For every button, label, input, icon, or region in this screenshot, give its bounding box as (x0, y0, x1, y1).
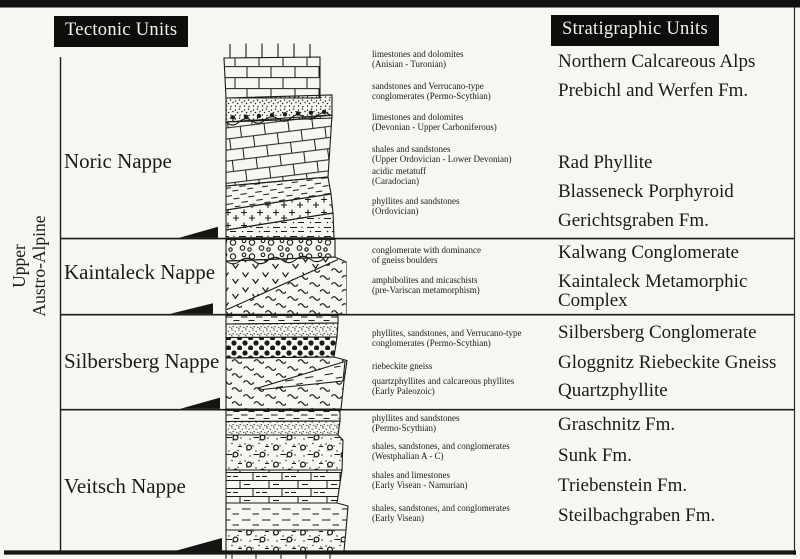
description-line: (Devonian - Upper Carboniferous) (372, 121, 497, 132)
description-line: limestones and dolomites (372, 49, 464, 59)
strat-unit-label-prebichl-werfen: Prebichl and Werfen Fm. (558, 80, 749, 101)
strat-unit-label-blasseneck-porphyroid: Blasseneck Porphyroid (558, 181, 734, 202)
description-line: (Westphalian A - C) (372, 450, 444, 461)
thrust-triangle-1 (179, 227, 218, 238)
description-line: (Anisian - Turonian) (372, 58, 446, 69)
lithology-description (372, 471, 562, 490)
strat-unit-label-steilbachgraben: Steilbachgraben Fm. (558, 505, 716, 526)
description-line: (Caradocian) (372, 175, 419, 186)
strat-unit-label-gerichtsgraben: Gerichtsgraben Fm. (558, 210, 709, 231)
strat-unit-label-graschnitz: Graschnitz Fm. (558, 414, 676, 435)
column-bottom-ticks (226, 555, 330, 559)
layer-conglomerate-stipple-circles (226, 435, 343, 470)
description-line: (Permo-Scythian) (372, 422, 436, 433)
lithology-description (372, 197, 562, 216)
lithology-description (372, 50, 562, 69)
lithology-description (372, 414, 562, 433)
description-line: amphibolites and micaschists (372, 275, 478, 285)
thrust-triangle-2 (170, 303, 213, 314)
thrust-triangle-3 (180, 398, 220, 409)
layer-sandstone-fine-stipple (226, 323, 338, 338)
description-line: riebeckite gneiss (372, 361, 433, 371)
strat-unit-label-silbersberg-conglomerate: Silbersberg Conglomerate (558, 322, 757, 343)
layer-phyllite-dashes-2 (226, 411, 340, 422)
strat-unit-label-quartzphyllite: Quartzphyllite (558, 380, 668, 401)
description-line: acidic metatuff (372, 166, 427, 176)
top-border-bar (0, 0, 800, 8)
column-top-ticks (230, 44, 310, 59)
strat-unit-label-kalwang-conglomerate: Kalwang Conglomerate (558, 242, 739, 263)
stratigraphic-units-header (551, 15, 719, 46)
layer-limestone-brick (224, 57, 320, 98)
tectonic-units-header (54, 16, 188, 47)
lithology-description (372, 145, 562, 164)
description-line: shales, sandstones, and conglomerates (372, 503, 510, 513)
layer-sandstone-fine-stipple-2 (226, 421, 340, 435)
tectonic-unit-label-noric: Noric Nappe (64, 149, 172, 173)
lithology-description (372, 329, 562, 348)
lithology-description (372, 377, 562, 396)
description-line: shales and sandstones (372, 144, 451, 154)
description-line: of gneiss boulders (372, 254, 438, 265)
description-line: conglomerate with dominance (372, 245, 481, 255)
stratigraphic-units-header-label: Stratigraphic Units (562, 19, 708, 39)
description-line: limestones and dolomites (372, 112, 464, 122)
lithology-description (372, 442, 562, 461)
description-line: phyllites and sandstones (372, 413, 460, 423)
lithology-description (372, 246, 562, 265)
lithology-description (372, 276, 562, 295)
description-line: (Ordovician) (372, 205, 419, 216)
description-line: conglomerates (Permo-Scythian) (372, 90, 491, 101)
layer-conglomerate-black-dots (226, 337, 337, 358)
layer-shale-dashes-sparse (226, 503, 348, 530)
layer-limestone-brick-dash (226, 470, 342, 503)
strat-unit-label-northern-calcareous-alps: Northern Calcareous Alps (558, 51, 756, 72)
layer-conglomerate-stipple-circles-2 (226, 530, 346, 551)
strat-unit-label-gloggnitz-riebeckite-gneiss: Gloggnitz Riebeckite Gneiss (558, 352, 777, 373)
description-line: phyllites, sandstones, and Verrucano-type (372, 328, 522, 338)
description-line: shales, sandstones, and conglomerates (372, 441, 510, 451)
description-line: shales and limestones (372, 470, 450, 480)
litho-column (224, 44, 348, 559)
description-line: (Early Paleozoic) (372, 385, 435, 396)
description-line: (Upper Ordovician - Lower Devonian) (372, 153, 512, 164)
side-label-line2: Austro-Alpine (29, 215, 49, 317)
description-line: conglomerates (Permo-Scythian) (372, 337, 491, 348)
thrust-triangle-4 (175, 538, 222, 551)
tectonic-units-header-label: Tectonic Units (65, 20, 178, 40)
description-line: (Early Visean - Namurian) (372, 479, 468, 490)
strat-unit-label-rad-phyllite: Rad Phyllite (558, 152, 653, 173)
description-line: sandstones and Verrucano-type (372, 81, 484, 91)
lithology-description (372, 113, 562, 132)
strat-unit-label-triebenstein: Triebenstein Fm. (558, 475, 688, 496)
strat-unit-label-sunk: Sunk Fm. (558, 445, 632, 466)
tectonic-unit-label-veitsch: Veitsch Nappe (64, 474, 186, 498)
description-line: quartzphyllites and calcareous phyllites (372, 376, 515, 386)
lithology-description (372, 362, 562, 372)
description-line: phyllites and sandstones (372, 196, 460, 206)
tectonic-unit-label-kaintaleck: Kaintaleck Nappe (64, 260, 216, 284)
lithology-description (372, 82, 562, 101)
lithology-description (372, 504, 562, 523)
strat-unit-label-kaintaleck-metamorphic-complex: Kaintaleck Metamorphic Complex (558, 271, 748, 311)
tectonic-unit-label-silbersberg: Silbersberg Nappe (64, 349, 220, 373)
lithology-description (372, 167, 562, 186)
layer-limestone-brick-tilted (226, 115, 332, 186)
side-label-line1: Upper (9, 244, 29, 288)
description-line: (Early Visean) (372, 512, 425, 523)
description-line: (pre-Variscan metamorphism) (372, 284, 480, 295)
upper-austro-alpine-label (9, 181, 51, 351)
